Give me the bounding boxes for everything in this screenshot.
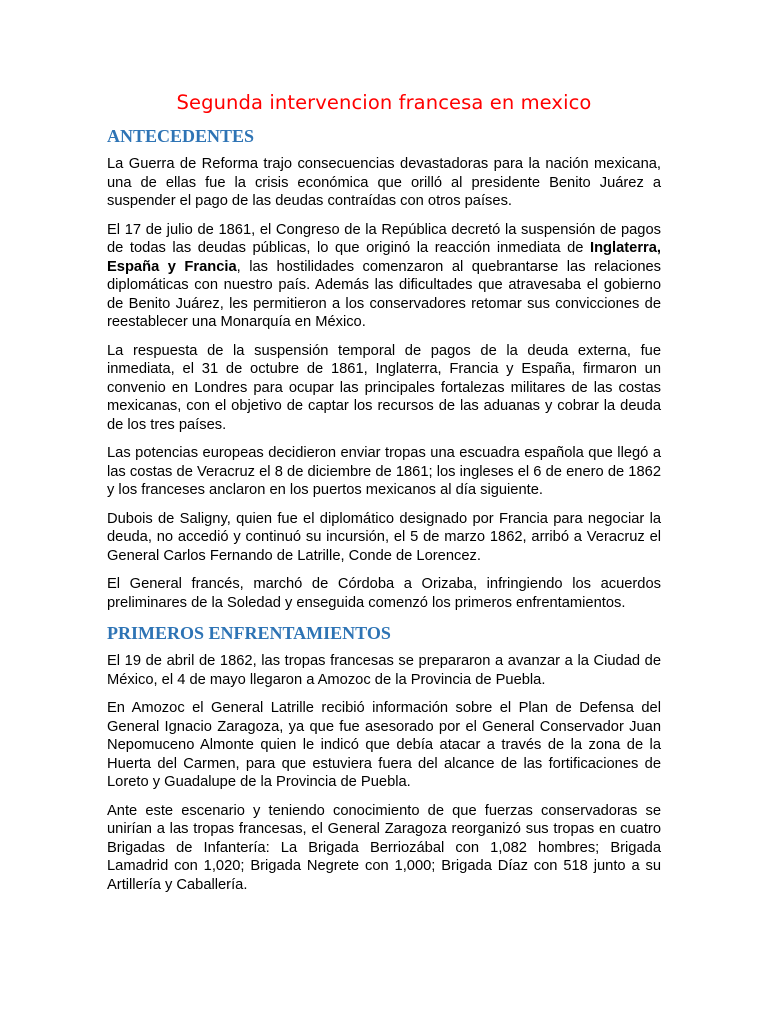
- paragraph: En Amozoc el General Latrille recibió información sobre el Plan de Defensa del General Ignacio Zaragoza, ya que fue asesorado por el General Conservador Juan Nepomuceno Almonte quien le indicó que debía atacar a través de la zona de la Huerta del Carmen, para que estuviera fuera del alcance de las fortificaciones de Loreto y Guadalupe de la Provincia de Puebla.: [107, 700, 661, 790]
- paragraph-text: , las hostilidades comenzaron al quebrantarse las relaciones diplomáticas con nuestro país. Además las dificultades que atravesaba el gobierno de Benito Juárez, les permitieron a los conservadores retomar sus convicciones de reestablecer una Monarquía en México.: [107, 258, 661, 330]
- paragraph: Ante este escenario y teniendo conocimiento de que fuerzas conservadoras se unirían a las tropas francesas, el General Zaragoza reorganizó sus tropas en cuatro Brigadas de Infantería: La Brigada Berriozábal con 1,082 hombres; Brigada Lamadrid con 1,020; Brigada Negrete con 1,000; Brigada Díaz con 518 junto a su Artillería y Caballería.: [107, 802, 661, 893]
- paragraph: El 19 de abril de 1862, las tropas francesas se prepararon a avanzar a la Ciudad de México, el 4 de mayo llegaron a Amozoc de la Provincia de Puebla.: [107, 653, 661, 688]
- paragraph: El General francés, marchó de Córdoba a Orizaba, infringiendo los acuerdos preliminares de la Soledad y enseguida comenzó los primeros enfrentamientos.: [107, 576, 661, 611]
- document-title: Segunda intervencion francesa en mexico: [176, 91, 592, 114]
- paragraph-bold-text: Inglaterra, España y Francia: [107, 240, 661, 275]
- paragraph-text: El 17 de julio de 1861, el Congreso de la República decretó la suspensión de pagos de todas las deudas públicas, lo que originó la reacción inmediata de: [107, 221, 661, 256]
- document-page: [107, 84, 661, 904]
- paragraph: La Guerra de Reforma trajo consecuencias devastadoras para la nación mexicana, una de ellas fue la crisis económica que orilló al presidente Benito Juárez a suspender el pago de las deudas contraídas con otros países.: [107, 156, 661, 209]
- paragraph: [107, 221, 661, 332]
- paragraph: Las potencias europeas decidieron enviar tropas una escuadra española que llegó a las costas de Veracruz el 8 de diciembre de 1861; los ingleses el 6 de enero de 1862 y los franceses anclaron en los puertos mexicanos al día siguiente.: [107, 445, 661, 498]
- paragraph: La respuesta de la suspensión temporal de pagos de la deuda externa, fue inmediata, el 31 de octubre de 1861, Inglaterra, Francia y España, firmaron un convenio en Londres para ocupar las principales fortalezas militares de las costas mexicanas, con el objetivo de captar los recursos de las aduanas y cobrar la deuda de los tres países.: [107, 342, 661, 433]
- paragraph: Dubois de Saligny, quien fue el diplomático designado por Francia para negociar la deuda, no accedió y continuó su incursión, el 5 de marzo 1862, arribó a Veracruz el General Carlos Fernando de Latrille, Conde de Lorencez.: [107, 510, 661, 564]
- section-heading-antecedentes: ANTECEDENTES: [107, 126, 255, 146]
- section-heading-primeros-enfrentamientos: PRIMEROS ENFRENTAMIENTOS: [107, 623, 391, 643]
